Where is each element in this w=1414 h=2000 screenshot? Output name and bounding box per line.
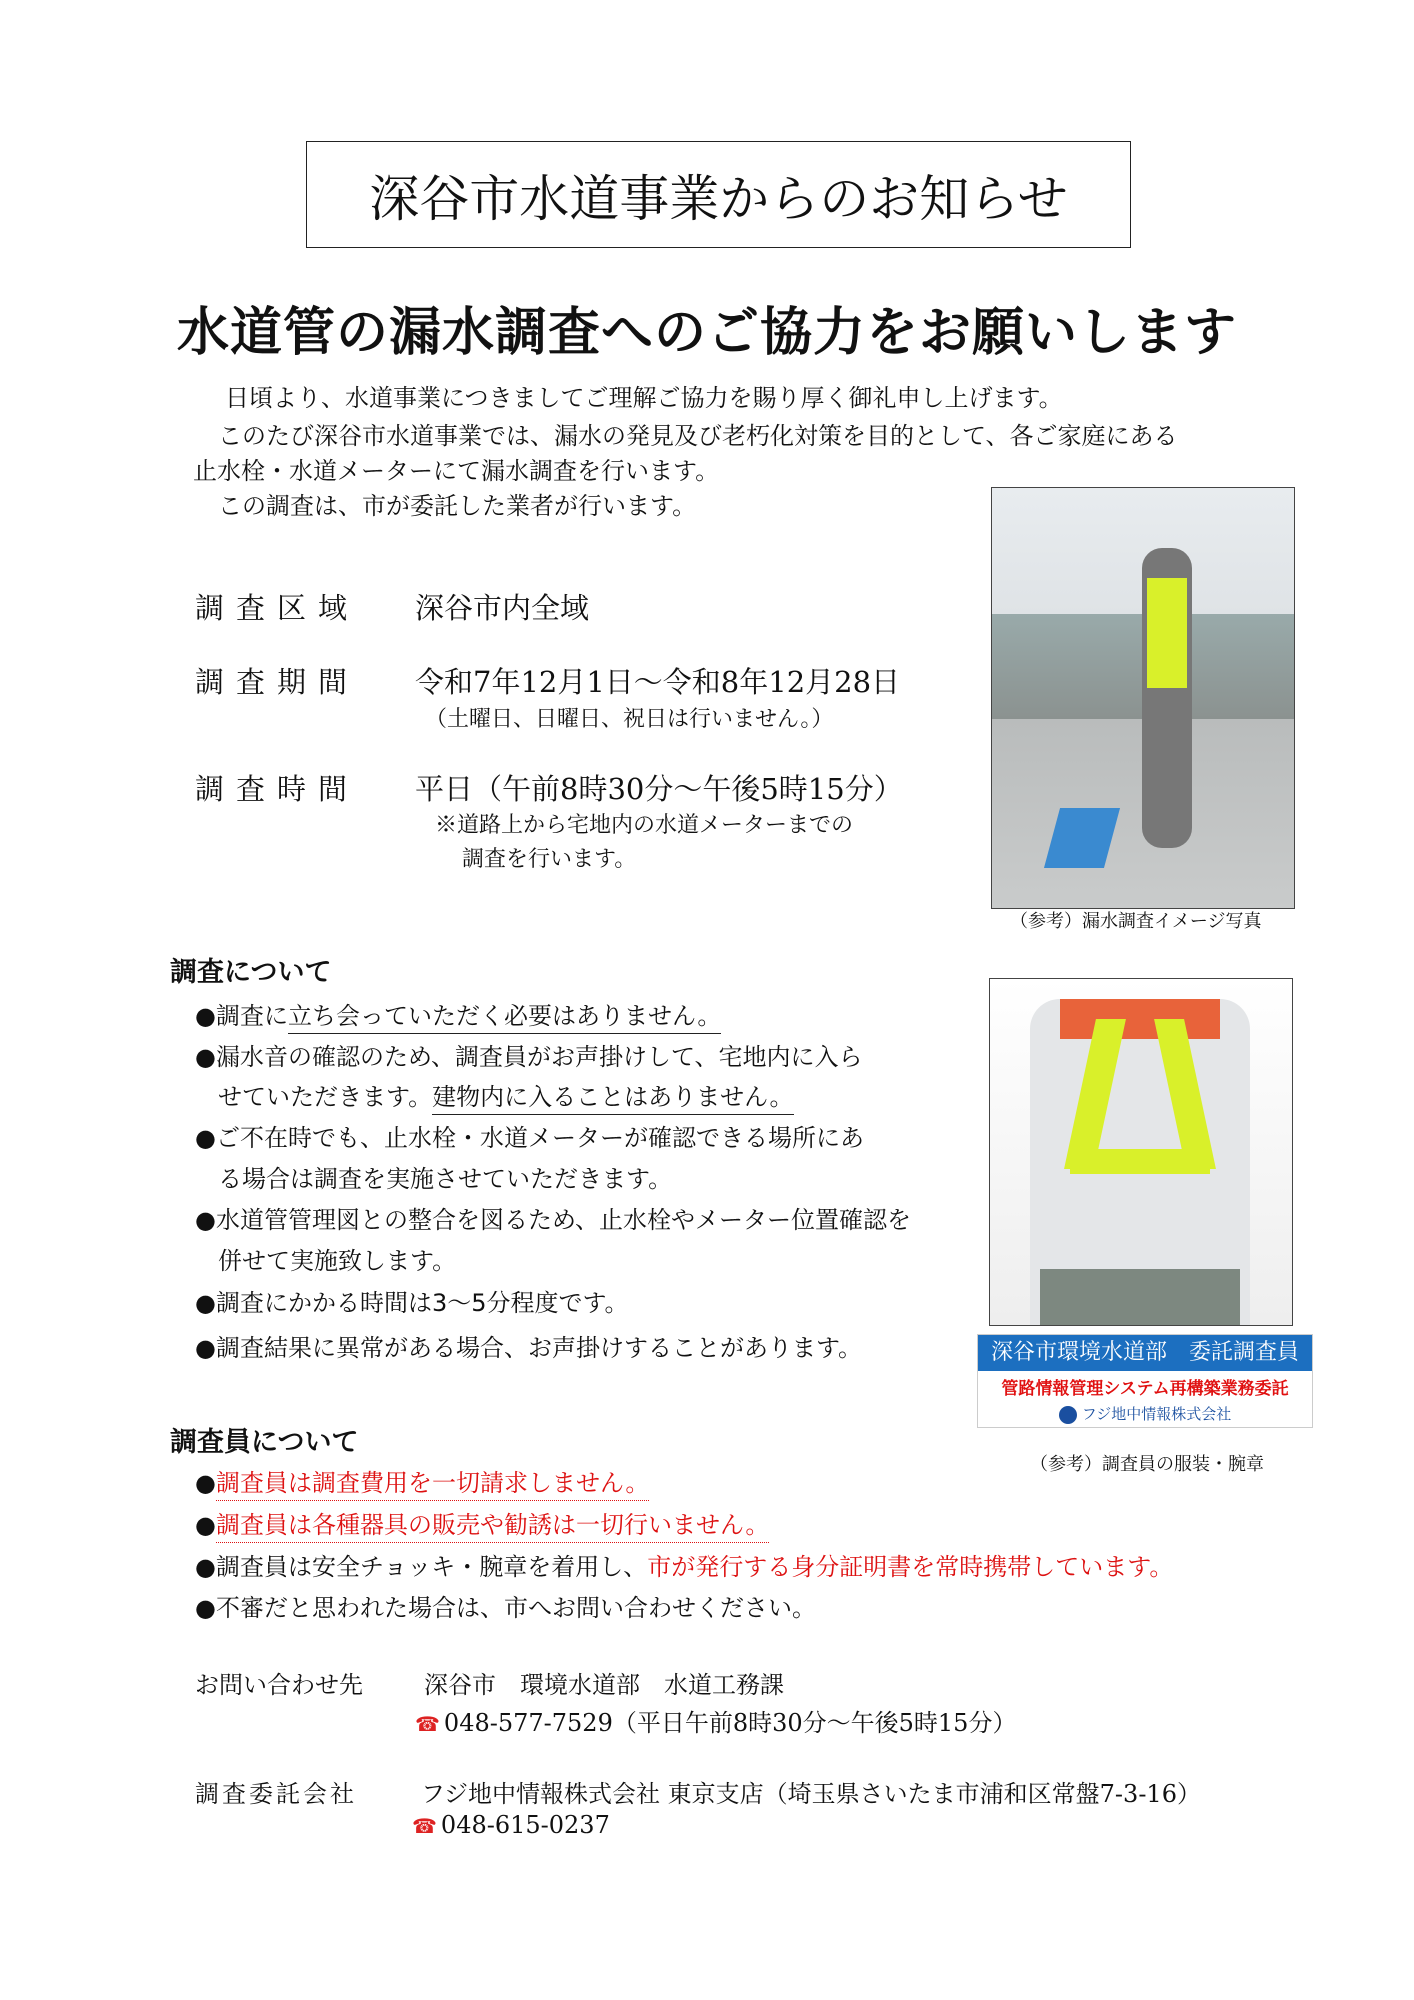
contact-org: 深谷市 環境水道部 水道工務課 xyxy=(424,1671,784,1699)
vest-belt xyxy=(1070,1149,1210,1174)
intro-line: 止水栓・水道メーターにて漏水調査を行います。 xyxy=(193,457,720,485)
surveyor-bullet: ●調査員は安全チョッキ・腕章を着用し、市が発行する身分証明書を常時携帯しています。 xyxy=(195,1553,1174,1581)
company-label: 調査委託会社 xyxy=(195,1780,357,1808)
headline: 水道管の漏水調査へのご協力をお願いします xyxy=(176,303,1237,363)
time-value: 平日（午前8時30分～午後5時15分） xyxy=(415,772,903,806)
survey-bullet-cont: る場合は調査を実施させていただきます。 xyxy=(218,1165,673,1193)
phone-icon: ☎ xyxy=(412,1814,437,1838)
trousers xyxy=(1040,1269,1240,1325)
period-label: 調査期間 xyxy=(195,665,360,699)
period-value: 令和7年12月1日～令和8年12月28日 xyxy=(415,665,901,699)
survey-bullet: ●漏水音の確認のため、調査員がお声掛けして、宅地内に入ら xyxy=(195,1043,863,1071)
meter-box-lid xyxy=(1044,808,1120,868)
armband-project: 管路情報管理システム再構築業務委託 xyxy=(1001,1379,1289,1399)
area-label: 調査区域 xyxy=(195,591,360,625)
survey-heading: 調査について xyxy=(170,957,332,988)
photo1-caption: （参考）漏水調査イメージ写真 xyxy=(1010,911,1262,932)
time-label: 調査時間 xyxy=(195,772,360,806)
survey-bullet: ●調査に立ち会っていただく必要はありません。 xyxy=(195,996,721,1031)
notice-title: 深谷市水道事業からのお知らせ xyxy=(306,141,1131,248)
surveyor-bullet: ●不審だと思われた場合は、市へお問い合わせください。 xyxy=(195,1594,816,1622)
surveyor-armband xyxy=(977,1334,1313,1428)
surveyor-uniform-photo xyxy=(989,978,1293,1326)
survey-bullet-cont: 併せて実施致します。 xyxy=(218,1247,457,1275)
survey-bullet: ●調査にかかる時間は3～5分程度です。 xyxy=(195,1289,629,1317)
collar xyxy=(1060,999,1220,1039)
survey-bullet-cont: せていただきます。建物内に入ることはありません。 xyxy=(218,1077,794,1112)
intro-line: 日頃より、水道事業につきましてご理解ご協力を賜り厚く御礼申し上げます。 xyxy=(225,384,1063,412)
contact-phone: ☎ 048-577-7529（平日午前8時30分～午後5時15分） xyxy=(415,1709,1017,1737)
surveyor-bullet: ●調査員は調査費用を一切請求しません。 xyxy=(195,1463,649,1498)
safety-vest xyxy=(1147,578,1187,688)
armband-company: フジ地中情報株式会社 xyxy=(978,1403,1312,1424)
survey-bullet: ●水道管管理図との整合を図るため、止水栓やメーター位置確認を xyxy=(195,1206,911,1234)
time-note: ※道路上から宅地内の水道メーターまでの xyxy=(435,813,854,838)
surveyor-heading: 調査員について xyxy=(170,1427,359,1458)
contact-label: お問い合わせ先 xyxy=(195,1671,363,1699)
photo2-caption: （参考）調査員の服装・腕章 xyxy=(1030,1454,1264,1475)
armband-title: 深谷市環境水道部 委託調査員 xyxy=(978,1335,1312,1371)
intro-line: このたび深谷市水道事業では、漏水の発見及び老朽化対策を目的として、各ご家庭にある xyxy=(218,422,1178,450)
leak-survey-photo xyxy=(991,487,1295,909)
area-value: 深谷市内全域 xyxy=(415,591,590,625)
company-logo-icon xyxy=(1059,1406,1077,1424)
company-phone: ☎ 048-615-0237 xyxy=(412,1811,610,1839)
survey-bullet: ●ご不在時でも、止水栓・水道メーターが確認できる場所にあ xyxy=(195,1124,864,1152)
time-note: 調査を行います。 xyxy=(462,847,637,872)
period-note: （土曜日、日曜日、祝日は行いません。） xyxy=(425,707,834,732)
company-name: フジ地中情報株式会社 東京支店（埼玉県さいたま市浦和区常盤7-3-16） xyxy=(421,1780,1201,1808)
intro-line: この調査は、市が委託した業者が行います。 xyxy=(218,492,697,520)
survey-bullet: ●調査結果に異常がある場合、お声掛けすることがあります。 xyxy=(195,1334,863,1362)
phone-icon: ☎ xyxy=(415,1712,440,1736)
surveyor-bullet: ●調査員は各種器具の販売や勧誘は一切行いません。 xyxy=(195,1505,769,1540)
